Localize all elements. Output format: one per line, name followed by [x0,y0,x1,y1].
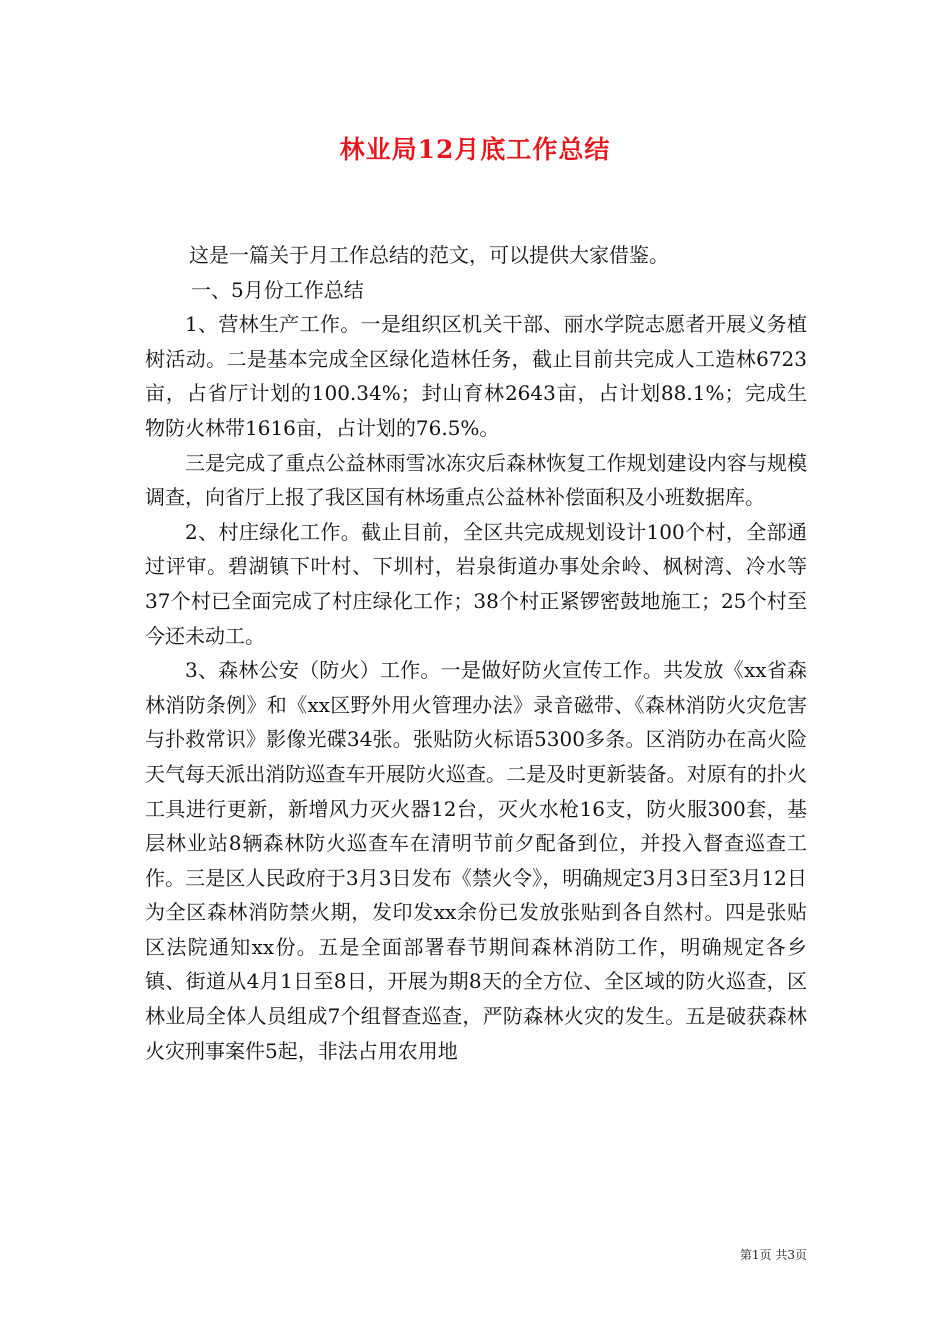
paragraph-forest-recovery: 三是完成了重点公益林雨雪冰冻灾后森林恢复工作规划建设内容与规模调查，向省厅上报了我区国有林场重点公益林补偿面积及小班数据库。 [145,450,807,510]
paragraph-village-greening: 2、村庄绿化工作。截止目前，全区共完成规划设计100个村，全部通过评审。碧湖镇下叶村、下圳村，岩泉街道办事处余岭、枫树湾、冷水等37个村已全面完成了村庄绿化工作；38个村正紧锣密鼓地施工；25个村至今还未动工。 [145,519,807,648]
paragraph-fire-prevention: 3、森林公安（防火）工作。一是做好防火宣传工作。共发放《xx省森林消防条例》和《xx区野外用火管理办法》录音磁带、《森林消防火灾危害与扑救常识》影像光碟34张。张贴防火标语5300多条。区消防办在高火险天气每天派出消防巡查车开展防火巡查。二是及时更新装备。对原有的扑火工具进行更新，新增风力灭火器12台，灭火水枪16支，防火服300套，基层林业站8辆森林防火巡查车在清明节前夕配备到位，并投入督查巡查工作。三是区人民政府于3月3日发布《禁火令》，明确规定3月3日至3月12日为全区森林消防禁火期，发印发xx余份已发放张贴到各自然村。四是张贴区法院通知xx份。五是全面部署春节期间森林消防工作，明确规定各乡镇、街道从4月1日至8日，开展为期8天的全方位、全区域的防火巡查，区林业局全体人员组成7个组督查巡查，严防森林火灾的发生。五是破获森林火灾刑事案件5起，非法占用农用地 [145,658,807,1063]
document-title: 林业局12月底工作总结 [339,135,611,164]
page-number: 第1页 共3页 [739,1248,807,1262]
section-heading: 一、5月份工作总结 [191,277,364,302]
intro-paragraph: 这是一篇关于月工作总结的范文，可以提供大家借鉴。 [189,243,669,267]
paragraph-afforestation: 1、营林生产工作。一是组织区机关干部、丽水学院志愿者开展义务植树活动。二是基本完成全区绿化造林任务，截止目前共完成人工造林6723亩，占省厅计划的100.34%；封山育林2643亩，占计划88.1%；完成生物防火林带1616亩，占计划的76.5%。 [145,312,807,440]
document-body [145,238,807,1068]
